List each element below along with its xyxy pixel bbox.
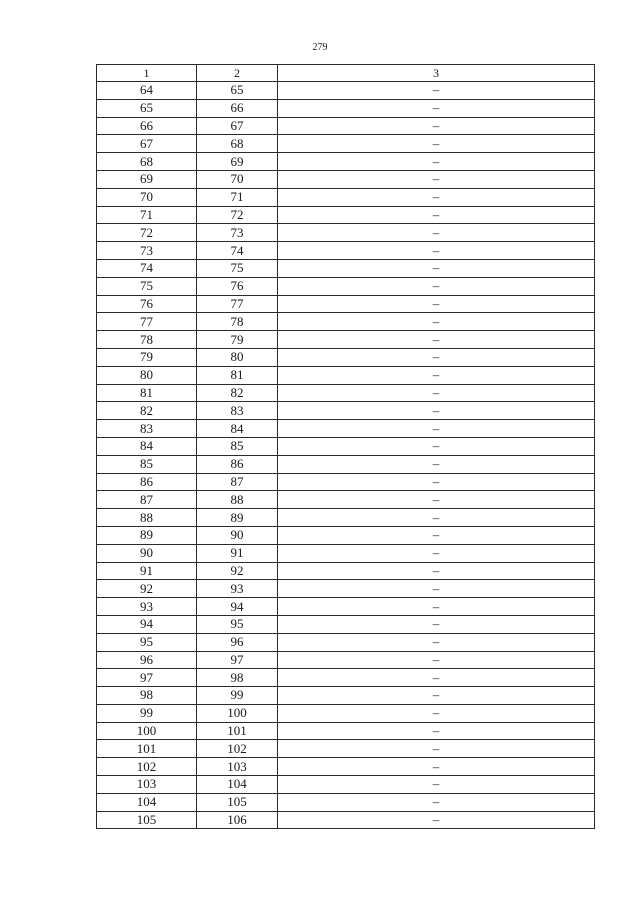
table-row bbox=[97, 509, 595, 527]
table-cell-col-2: 87 bbox=[197, 473, 278, 491]
table-cell-col-1: 105 bbox=[97, 811, 197, 829]
table-cell-col-1: 91 bbox=[97, 562, 197, 580]
column-header-1: 1 bbox=[97, 65, 197, 82]
table-cell-col-2: 75 bbox=[197, 259, 278, 277]
table-cell-col-3: – bbox=[278, 242, 595, 260]
table-cell-col-1: 86 bbox=[97, 473, 197, 491]
table-cell-col-1: 71 bbox=[97, 206, 197, 224]
table-cell-col-2: 84 bbox=[197, 420, 278, 438]
table-cell-col-3: – bbox=[278, 473, 595, 491]
table-cell-col-3: – bbox=[278, 206, 595, 224]
table-cell-col-2: 99 bbox=[197, 687, 278, 705]
table-cell-col-1: 95 bbox=[97, 633, 197, 651]
table-row bbox=[97, 331, 595, 349]
table-cell-col-2: 79 bbox=[197, 331, 278, 349]
table-row bbox=[97, 580, 595, 598]
table-cell-col-3: – bbox=[278, 526, 595, 544]
table-row bbox=[97, 348, 595, 366]
table-row bbox=[97, 544, 595, 562]
table-row bbox=[97, 420, 595, 438]
table-cell-col-2: 102 bbox=[197, 740, 278, 758]
table-cell-col-2: 70 bbox=[197, 170, 278, 188]
table-row bbox=[97, 295, 595, 313]
table-cell-col-3: – bbox=[278, 793, 595, 811]
column-header-3: 3 bbox=[278, 65, 595, 82]
table-cell-col-3: – bbox=[278, 313, 595, 331]
table-header-row bbox=[97, 65, 595, 82]
table-cell-col-1: 79 bbox=[97, 348, 197, 366]
table-cell-col-3: – bbox=[278, 402, 595, 420]
table-cell-col-3: – bbox=[278, 224, 595, 242]
table-cell-col-2: 85 bbox=[197, 437, 278, 455]
table-cell-col-1: 98 bbox=[97, 687, 197, 705]
table-cell-col-2: 65 bbox=[197, 82, 278, 100]
table-cell-col-3: – bbox=[278, 669, 595, 687]
table-cell-col-3: – bbox=[278, 704, 595, 722]
table-cell-col-1: 81 bbox=[97, 384, 197, 402]
table-cell-col-2: 73 bbox=[197, 224, 278, 242]
table-cell-col-3: – bbox=[278, 651, 595, 669]
table-row bbox=[97, 135, 595, 153]
table-cell-col-3: – bbox=[278, 615, 595, 633]
table-cell-col-1: 84 bbox=[97, 437, 197, 455]
table-row bbox=[97, 776, 595, 794]
table-cell-col-2: 88 bbox=[197, 491, 278, 509]
table-cell-col-2: 67 bbox=[197, 117, 278, 135]
table-cell-col-1: 67 bbox=[97, 135, 197, 153]
table-cell-col-2: 101 bbox=[197, 722, 278, 740]
table-cell-col-3: – bbox=[278, 420, 595, 438]
table-cell-col-2: 103 bbox=[197, 758, 278, 776]
table-cell-col-1: 83 bbox=[97, 420, 197, 438]
table-row bbox=[97, 633, 595, 651]
table-cell-col-3: – bbox=[278, 455, 595, 473]
table-cell-col-2: 89 bbox=[197, 509, 278, 527]
table-row bbox=[97, 82, 595, 100]
table-cell-col-1: 99 bbox=[97, 704, 197, 722]
table-row bbox=[97, 366, 595, 384]
table-cell-col-1: 76 bbox=[97, 295, 197, 313]
table-cell-col-2: 68 bbox=[197, 135, 278, 153]
table-cell-col-1: 70 bbox=[97, 188, 197, 206]
table-cell-col-1: 78 bbox=[97, 331, 197, 349]
table-cell-col-3: – bbox=[278, 740, 595, 758]
table-cell-col-1: 74 bbox=[97, 259, 197, 277]
table-cell-col-1: 73 bbox=[97, 242, 197, 260]
table-cell-col-3: – bbox=[278, 366, 595, 384]
table-cell-col-1: 97 bbox=[97, 669, 197, 687]
table-row bbox=[97, 277, 595, 295]
table-row bbox=[97, 153, 595, 171]
table-body bbox=[97, 82, 595, 829]
table-cell-col-1: 87 bbox=[97, 491, 197, 509]
table-cell-col-3: – bbox=[278, 633, 595, 651]
table-row bbox=[97, 170, 595, 188]
table-cell-col-3: – bbox=[278, 437, 595, 455]
table-cell-col-3: – bbox=[278, 170, 595, 188]
table-row bbox=[97, 669, 595, 687]
table-row bbox=[97, 758, 595, 776]
table-cell-col-1: 82 bbox=[97, 402, 197, 420]
table-cell-col-1: 100 bbox=[97, 722, 197, 740]
table-cell-col-3: – bbox=[278, 776, 595, 794]
table-cell-col-2: 77 bbox=[197, 295, 278, 313]
table-cell-col-2: 97 bbox=[197, 651, 278, 669]
table-row bbox=[97, 598, 595, 616]
table-row bbox=[97, 562, 595, 580]
table-cell-col-3: – bbox=[278, 99, 595, 117]
table-cell-col-2: 69 bbox=[197, 153, 278, 171]
table-cell-col-1: 64 bbox=[97, 82, 197, 100]
table-row bbox=[97, 402, 595, 420]
table-cell-col-2: 92 bbox=[197, 562, 278, 580]
table-cell-col-3: – bbox=[278, 153, 595, 171]
table-cell-col-2: 93 bbox=[197, 580, 278, 598]
table-row bbox=[97, 117, 595, 135]
table-row bbox=[97, 704, 595, 722]
table-cell-col-2: 86 bbox=[197, 455, 278, 473]
table-cell-col-2: 106 bbox=[197, 811, 278, 829]
table-cell-col-2: 82 bbox=[197, 384, 278, 402]
table-row bbox=[97, 455, 595, 473]
table-cell-col-1: 90 bbox=[97, 544, 197, 562]
table-cell-col-1: 77 bbox=[97, 313, 197, 331]
table-cell-col-1: 68 bbox=[97, 153, 197, 171]
table-cell-col-1: 92 bbox=[97, 580, 197, 598]
table-row bbox=[97, 615, 595, 633]
table-cell-col-1: 80 bbox=[97, 366, 197, 384]
table-cell-col-1: 101 bbox=[97, 740, 197, 758]
table-row bbox=[97, 811, 595, 829]
table-cell-col-1: 85 bbox=[97, 455, 197, 473]
table-cell-col-1: 96 bbox=[97, 651, 197, 669]
table-cell-col-1: 89 bbox=[97, 526, 197, 544]
table-cell-col-1: 72 bbox=[97, 224, 197, 242]
table-cell-col-3: – bbox=[278, 722, 595, 740]
table-row bbox=[97, 526, 595, 544]
table-row bbox=[97, 99, 595, 117]
table-row bbox=[97, 384, 595, 402]
table-cell-col-1: 88 bbox=[97, 509, 197, 527]
table-cell-col-3: – bbox=[278, 135, 595, 153]
table-cell-col-3: – bbox=[278, 758, 595, 776]
table-cell-col-2: 71 bbox=[197, 188, 278, 206]
table-row bbox=[97, 722, 595, 740]
table-row bbox=[97, 473, 595, 491]
table-cell-col-1: 94 bbox=[97, 615, 197, 633]
table-cell-col-3: – bbox=[278, 562, 595, 580]
table-cell-col-3: – bbox=[278, 277, 595, 295]
table-cell-col-2: 98 bbox=[197, 669, 278, 687]
table-row bbox=[97, 687, 595, 705]
table-row bbox=[97, 188, 595, 206]
table-cell-col-1: 69 bbox=[97, 170, 197, 188]
table-cell-col-3: – bbox=[278, 259, 595, 277]
table-cell-col-2: 66 bbox=[197, 99, 278, 117]
table-cell-col-1: 104 bbox=[97, 793, 197, 811]
table-cell-col-3: – bbox=[278, 188, 595, 206]
table-cell-col-3: – bbox=[278, 348, 595, 366]
table-row bbox=[97, 793, 595, 811]
table-cell-col-2: 105 bbox=[197, 793, 278, 811]
table-row bbox=[97, 491, 595, 509]
table-cell-col-3: – bbox=[278, 598, 595, 616]
table-cell-col-2: 91 bbox=[197, 544, 278, 562]
table-cell-col-2: 76 bbox=[197, 277, 278, 295]
table-cell-col-3: – bbox=[278, 384, 595, 402]
table-cell-col-2: 94 bbox=[197, 598, 278, 616]
page-number: 279 bbox=[312, 42, 328, 53]
table-cell-col-2: 83 bbox=[197, 402, 278, 420]
table-cell-col-1: 102 bbox=[97, 758, 197, 776]
column-header-2: 2 bbox=[197, 65, 278, 82]
table-row bbox=[97, 259, 595, 277]
table-cell-col-3: – bbox=[278, 580, 595, 598]
table-cell-col-2: 104 bbox=[197, 776, 278, 794]
table-cell-col-2: 78 bbox=[197, 313, 278, 331]
table-cell-col-2: 74 bbox=[197, 242, 278, 260]
table-cell-col-3: – bbox=[278, 687, 595, 705]
table-cell-col-3: – bbox=[278, 491, 595, 509]
table-cell-col-2: 80 bbox=[197, 348, 278, 366]
table-cell-col-2: 90 bbox=[197, 526, 278, 544]
table-cell-col-3: – bbox=[278, 331, 595, 349]
table-cell-col-3: – bbox=[278, 811, 595, 829]
table-cell-col-2: 81 bbox=[197, 366, 278, 384]
table-row bbox=[97, 224, 595, 242]
table-row bbox=[97, 740, 595, 758]
table-cell-col-2: 72 bbox=[197, 206, 278, 224]
table-cell-col-2: 96 bbox=[197, 633, 278, 651]
table-row bbox=[97, 313, 595, 331]
table-cell-col-3: – bbox=[278, 295, 595, 313]
table-cell-col-2: 95 bbox=[197, 615, 278, 633]
table-cell-col-1: 103 bbox=[97, 776, 197, 794]
table-cell-col-1: 93 bbox=[97, 598, 197, 616]
data-table bbox=[96, 64, 595, 829]
table-cell-col-1: 66 bbox=[97, 117, 197, 135]
table-row bbox=[97, 651, 595, 669]
table-cell-col-3: – bbox=[278, 509, 595, 527]
table-cell-col-1: 65 bbox=[97, 99, 197, 117]
table-row bbox=[97, 437, 595, 455]
table-row bbox=[97, 242, 595, 260]
table-cell-col-3: – bbox=[278, 544, 595, 562]
table-row bbox=[97, 206, 595, 224]
table-cell-col-2: 100 bbox=[197, 704, 278, 722]
table-cell-col-1: 75 bbox=[97, 277, 197, 295]
table-cell-col-3: – bbox=[278, 82, 595, 100]
table-cell-col-3: – bbox=[278, 117, 595, 135]
